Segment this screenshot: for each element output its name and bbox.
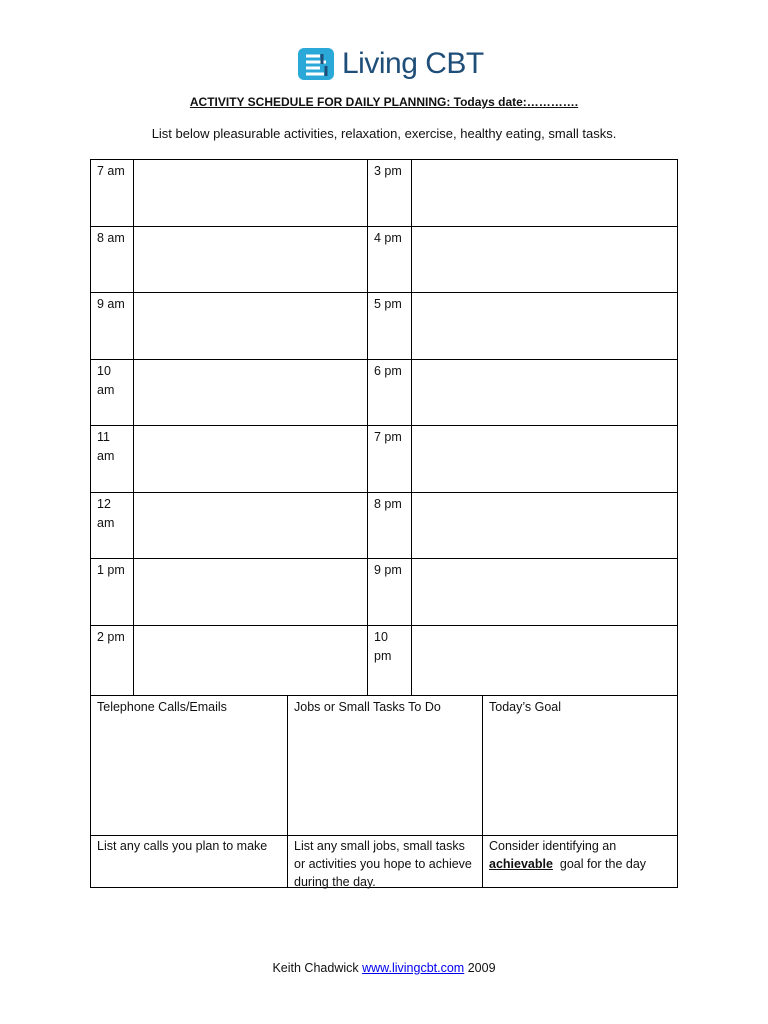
am-time-label: 2 pm — [91, 626, 134, 695]
goal-header[interactable]: Today’s Goal — [483, 696, 677, 836]
am-time-label: 1 pm — [91, 559, 134, 625]
goal-column — [483, 696, 677, 887]
am-activity-cell[interactable] — [134, 227, 368, 292]
am-time-label: 9 am — [91, 293, 134, 359]
page-title: ACTIVITY SCHEDULE FOR DAILY PLANNING: Todays date:…………. — [189, 95, 579, 109]
schedule-row — [91, 559, 677, 626]
schedule-table — [90, 159, 678, 696]
pm-time-label: 5 pm — [368, 293, 412, 359]
pm-time-label: 9 pm — [368, 559, 412, 625]
pm-activity-cell[interactable] — [412, 626, 678, 695]
page-subtitle: List below pleasurable activities, relaxation, exercise, healthy eating, small tasks. — [151, 126, 617, 141]
am-activity-cell[interactable] — [134, 559, 368, 625]
schedule-row — [91, 160, 677, 227]
schedule-row — [91, 227, 677, 293]
am-activity-cell[interactable] — [134, 626, 368, 695]
page-footer — [0, 961, 768, 975]
pm-activity-cell[interactable] — [412, 293, 678, 359]
pm-time-label: 3 pm — [368, 160, 412, 226]
am-activity-cell[interactable] — [134, 160, 368, 226]
am-time-label: 8 am — [91, 227, 134, 292]
schedule-row — [91, 626, 677, 695]
schedule-row — [91, 493, 677, 559]
am-activity-cell[interactable] — [134, 493, 368, 558]
pm-time-label: 6 pm — [368, 360, 412, 425]
pm-activity-cell[interactable] — [412, 426, 678, 492]
living-cbt-logo — [296, 44, 484, 84]
living-cbt-logo-icon — [296, 44, 336, 84]
pm-activity-cell[interactable] — [412, 227, 678, 292]
am-activity-cell[interactable] — [134, 293, 368, 359]
pm-activity-cell[interactable] — [412, 360, 678, 425]
pm-time-label: 8 pm — [368, 493, 412, 558]
am-time-label: 12 am — [91, 493, 134, 558]
am-activity-cell[interactable] — [134, 360, 368, 425]
am-time-label: 7 am — [91, 160, 134, 226]
pm-activity-cell[interactable] — [412, 160, 678, 226]
calls-header[interactable]: Telephone Calls/Emails — [91, 696, 287, 836]
schedule-row — [91, 426, 677, 493]
pm-time-label: 7 pm — [368, 426, 412, 492]
goal-instructions: Consider identifying an achievable goal for the day — [489, 839, 647, 872]
calls-column — [91, 696, 288, 887]
pm-activity-cell[interactable] — [412, 559, 678, 625]
footer-year: 2009 — [467, 961, 496, 975]
jobs-instructions: List any small jobs, small tasks or activities you hope to achieve during the day. — [294, 839, 472, 890]
am-time-label: 10 am — [91, 360, 134, 425]
footer-website-link[interactable]: www.livingcbt.com — [362, 961, 465, 975]
am-activity-cell[interactable] — [134, 426, 368, 492]
pm-activity-cell[interactable] — [412, 493, 678, 558]
schedule-row — [91, 293, 677, 360]
calls-instructions: List any calls you plan to make — [97, 839, 268, 853]
achievable-word: achievable — [489, 857, 553, 872]
pm-time-label: 10 pm — [368, 626, 412, 695]
planning-notes-table — [90, 695, 678, 888]
jobs-header[interactable]: Jobs or Small Tasks To Do — [288, 696, 482, 836]
am-time-label: 11 am — [91, 426, 134, 492]
footer-author: Keith Chadwick — [272, 961, 359, 975]
jobs-column — [288, 696, 483, 890]
brand-name: Living CBT — [342, 47, 484, 80]
pm-time-label: 4 pm — [368, 227, 412, 292]
schedule-row — [91, 360, 677, 426]
